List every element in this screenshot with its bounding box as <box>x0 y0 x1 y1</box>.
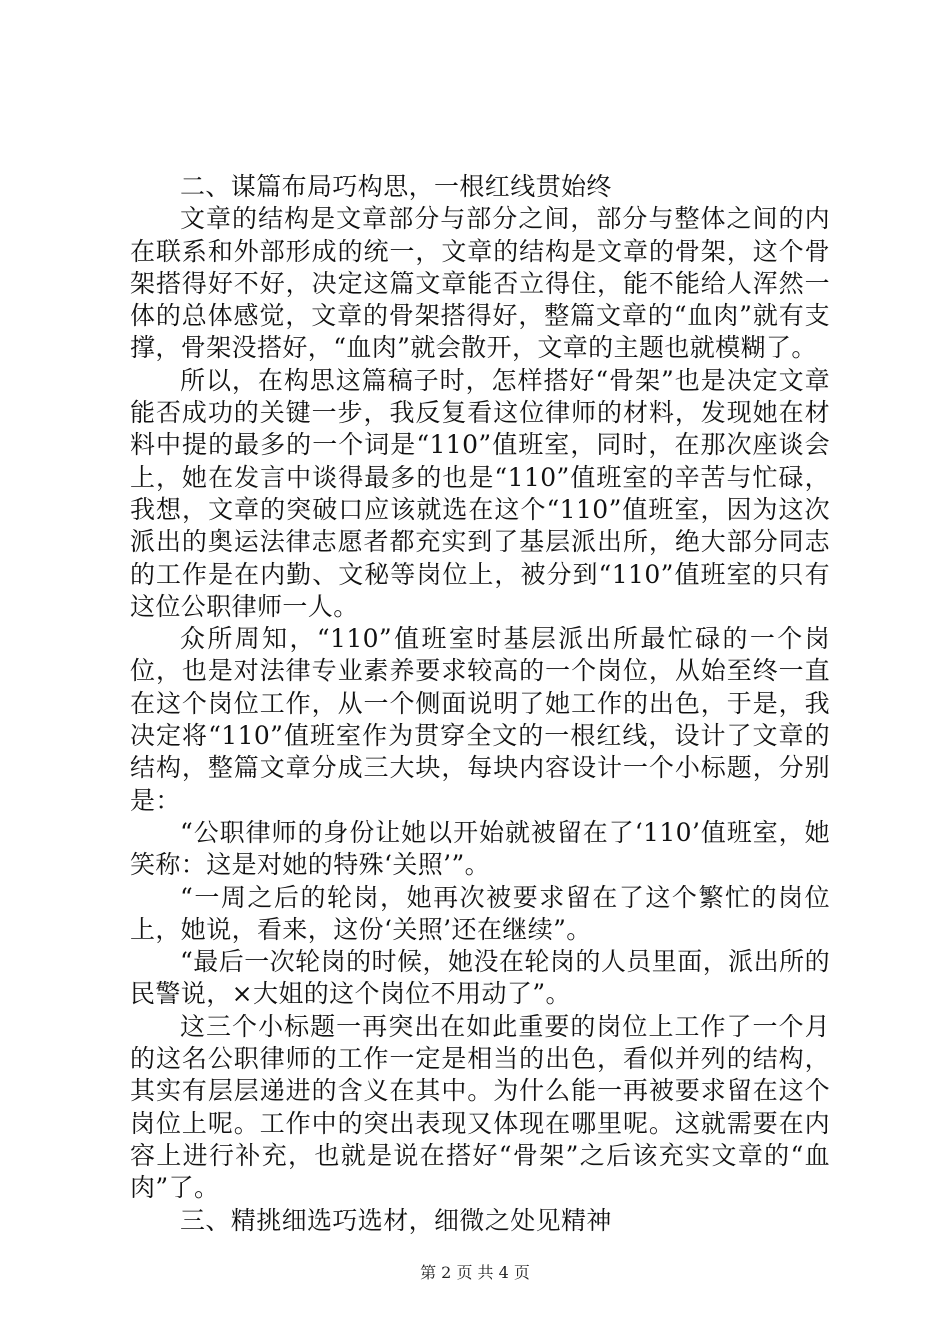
page-footer <box>0 1260 950 1283</box>
subtitle-quote-2: “一周之后的轮岗，她再次被要求留在了这个繁忙的岗位上，她说，看来，这份‘关照’还在继续”。 <box>130 882 830 944</box>
section-heading-3: 三、精挑细选巧选材，细微之处见精神 <box>180 1205 612 1235</box>
paragraph: 所以，在构思这篇稿子时，怎样搭好“骨架”也是决定文章能否成功的关键一步，我反复看这位律师的材料，发现她在材料中提的最多的一个词是“110”值班室，同时，在那次座谈会上，她在发言中谈得最多的也是“110”值班室的辛苦与忙碌，我想，文章的突破口应该就选在这个“110”值班室，因为这次派出的奥运法律志愿者都充实到了基层派出所，绝大部分同志的工作是在内勤、文秘等岗位上，被分到“110”值班室的只有这位公职律师一人。 <box>130 365 830 621</box>
subtitle-quote-3: “最后一次轮岗的时候，她没在轮岗的人员里面，派出所的民警说，×大姐的这个岗位不用动了”。 <box>130 947 830 1009</box>
paragraph: 文章的结构是文章部分与部分之间，部分与整体之间的内在联系和外部形成的统一，文章的结构是文章的骨架，这个骨架搭得好不好，决定这篇文章能否立得住，能不能给人浑然一体的总体感觉，文章的骨架搭得好，整篇文章的“血肉”就有支撑，骨架没搭好，“血肉”就会散开，文章的主题也就模糊了。 <box>130 204 830 363</box>
document-body <box>130 171 830 1237</box>
subtitle-quote-1: “公职律师的身份让她以开始就被留在了‘110’值班室，她笑称：这是对她的特殊‘关照’”。 <box>130 817 830 880</box>
page-number-label: 第 2 页 共 4 页 <box>420 1263 530 1282</box>
section-heading-2: 二、谋篇布局巧构思，一根红线贯始终 <box>180 172 612 201</box>
paragraph: 众所周知，“110”值班室时基层派出所最忙碌的一个岗位，也是对法律专业素养要求较高的一个岗位，从始至终一直在这个岗位工作，从一个侧面说明了她工作的出色，于是，我决定将“110”值班室作为贯穿全文的一根红线，设计了文章的结构，整篇文章分成三大块，每块内容设计一个小标题，分别是： <box>130 624 830 815</box>
paragraph: 这三个小标题一再突出在如此重要的岗位上工作了一个月的这名公职律师的工作一定是相当的出色，看似并列的结构，其实有层层递进的含义在其中。为什么能一再被要求留在这个岗位上呢。工作中的突出表现又体现在哪里呢。这就需要在内容上进行补充，也就是说在搭好“骨架”之后该充实文章的“血肉”了。 <box>130 1011 830 1203</box>
